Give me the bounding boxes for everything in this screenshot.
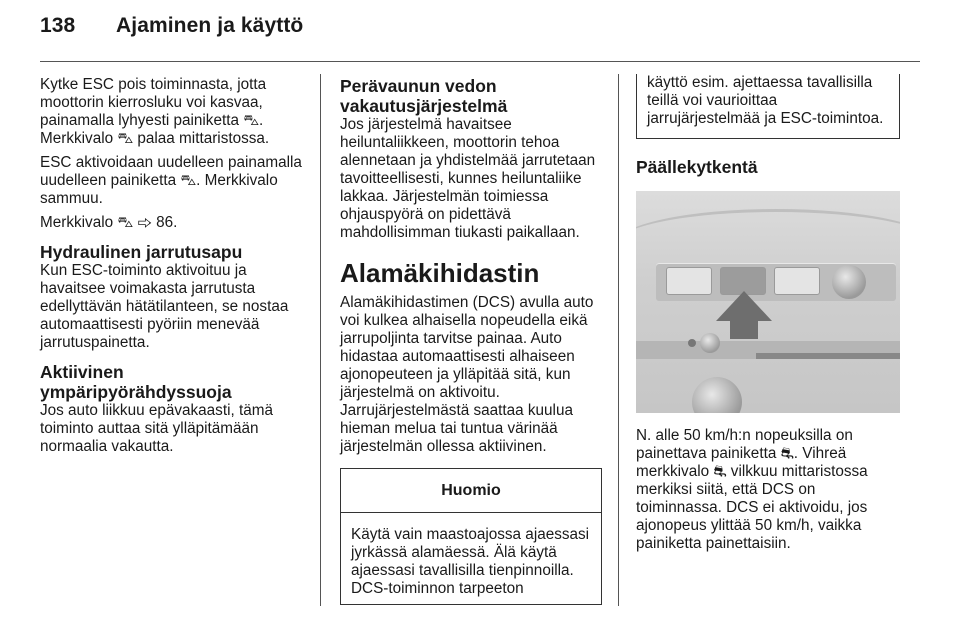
column-1 [40, 76, 304, 462]
panel-button-middle [774, 267, 820, 295]
column-divider-2 [618, 74, 619, 606]
hydraulic-brake-assist-heading: Hydraulinen jarrutusapu [40, 242, 243, 262]
esc-off-paragraph: Kytke ESC pois toiminnasta, jotta moottorin kierrosluku voi kasvaa, painamalla lyhyesti painiketta ⛍. Merkkivalo ⛍ palaa mittaristossa. [40, 76, 270, 147]
rollover-protection-text: Jos auto liikkuu epävakaasti, tämä toiminto auttaa sitä ylläpitämään normaalia vakautta. [40, 402, 273, 455]
hydraulic-brake-assist-text: Kun ESC-toiminto aktivoituu ja havaitsee voimakasta jarrutusta edellyttävän hätätilanteen, se nostaa automaattisesti pyöriin menevää jarrutuspainetta. [40, 262, 289, 351]
panel-knob [832, 265, 866, 299]
caution-box [340, 468, 602, 605]
panel-button-left [666, 267, 712, 295]
caution-box-continued: käyttö esim. ajettaessa tavallisilla teillä voi vaurioittaa jarrujärjestelmää ja ESC-toimintoa. [636, 74, 900, 139]
caution-text: Käytä vain maastoajossa ajaessasi jyrkässä alamäessä. Älä käytä ajaessasi tavallisilla tienpinnoilla. DCS-toiminnon tarpeeton [351, 526, 590, 597]
column-2 [340, 76, 602, 605]
rotary-knob [692, 377, 742, 413]
page-header [40, 14, 303, 38]
activation-heading: Päällekytkentä [636, 157, 758, 177]
descent-control-text: Alamäkihidastimen (DCS) avulla auto voi kulkea alhaisella nopeudella eikä jarrupoljinta tarvitse painaa. Auto hidastaa automaattisesti alhaiseen ajonopeuteen ja ylläpitää sitä, kun järjestelmä on aktivoitu. Jarrujärjestelmästä saattaa kuulua hieman melua tai tuntua värinää järjestelmän ollessa aktiivinen. [340, 294, 594, 455]
page-title: Ajaminen ja käyttö [116, 14, 304, 37]
header-rule [40, 61, 920, 62]
vent-bar [756, 353, 900, 359]
rollover-protection-heading: Aktiivinen ympäripyörähdyssuoja [40, 362, 232, 402]
esc-reactivate-paragraph: ESC aktivoidaan uudelleen painamalla uudelleen painiketta ⛍. Merkkivalo sammuu. [40, 154, 302, 207]
descent-control-heading: Alamäkihidastin [340, 258, 540, 288]
activation-text: N. alle 50 km/h:n nopeuksilla on painettava painiketta ⛐. Vihreä merkkivalo ⛐ vilkkuu mittaristossa merkiksi siitä, että DCS on toiminnassa. DCS ei aktivoidu, jos ajonopeus ylittää 50 km/h, vaikka painiketta painettaisiin. [636, 427, 868, 552]
pointer-arrow-stem [730, 319, 758, 339]
pointer-arrow-head [716, 291, 772, 321]
column-3 [636, 76, 900, 559]
indicator-dot [688, 339, 696, 347]
small-knob [700, 333, 720, 353]
column-divider-1 [320, 74, 321, 606]
dcs-button-photo [636, 191, 900, 413]
indicator-reference: Merkkivalo ⛍ ⇨ 86. [40, 214, 178, 231]
page-number: 138 [40, 14, 76, 37]
trailer-stability-heading: Perävaunun vedon vakautusjärjestelmä [340, 76, 508, 116]
caution-title: Huomio [341, 469, 601, 513]
trailer-stability-text: Jos järjestelmä havaitsee heiluntaliikkeen, moottorin tehoa alennetaan ja yhdistelmää jarrutetaan tavoitteellisesti, kunnes heiluntaliike lakkaa. Järjestelmän toimiessa ohjauspyörä on pidettävä mahdollisimman tiukasti paikallaan. [340, 116, 596, 241]
